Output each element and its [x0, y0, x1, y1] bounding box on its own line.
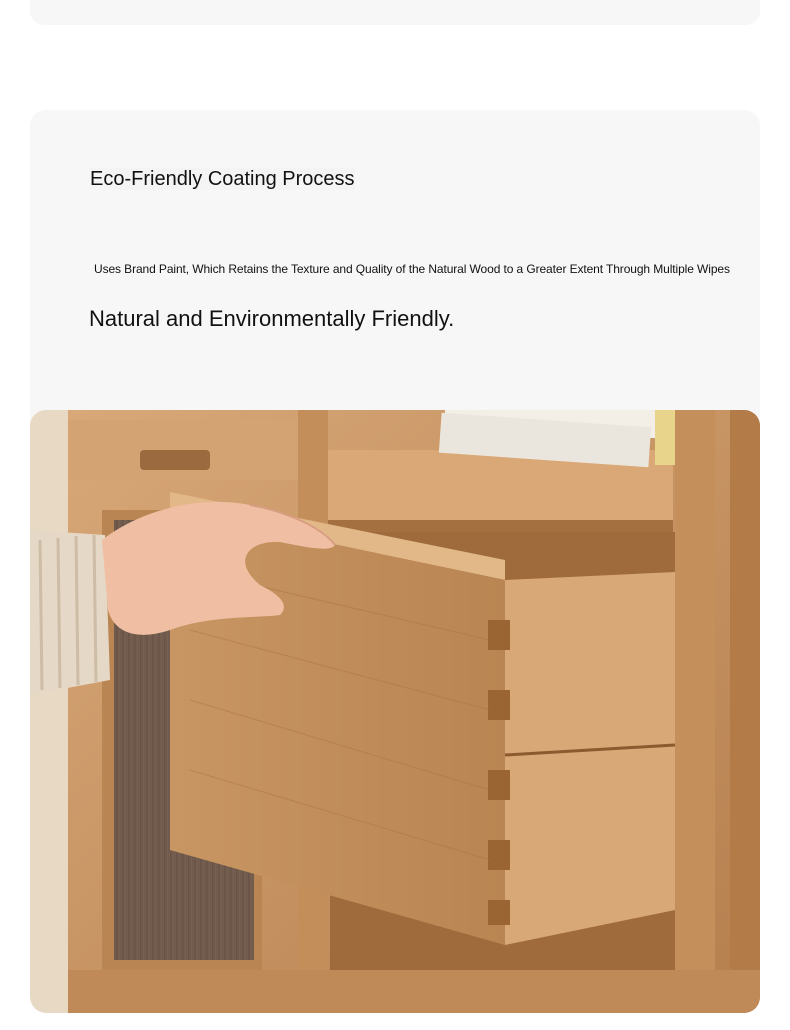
feature-headline: Natural and Environmentally Friendly. — [89, 306, 455, 331]
feature-description: Uses Brand Paint, Which Retains the Texture and Quality of the Natural Wood to a Greater Extent Through Multiple Wipes — [94, 262, 730, 276]
feature-card — [30, 110, 760, 1013]
previous-section-card — [30, 0, 760, 25]
product-photo — [30, 410, 760, 1013]
drawer-illustration — [30, 410, 760, 1013]
feature-title: Eco-Friendly Coating Process — [90, 168, 355, 190]
